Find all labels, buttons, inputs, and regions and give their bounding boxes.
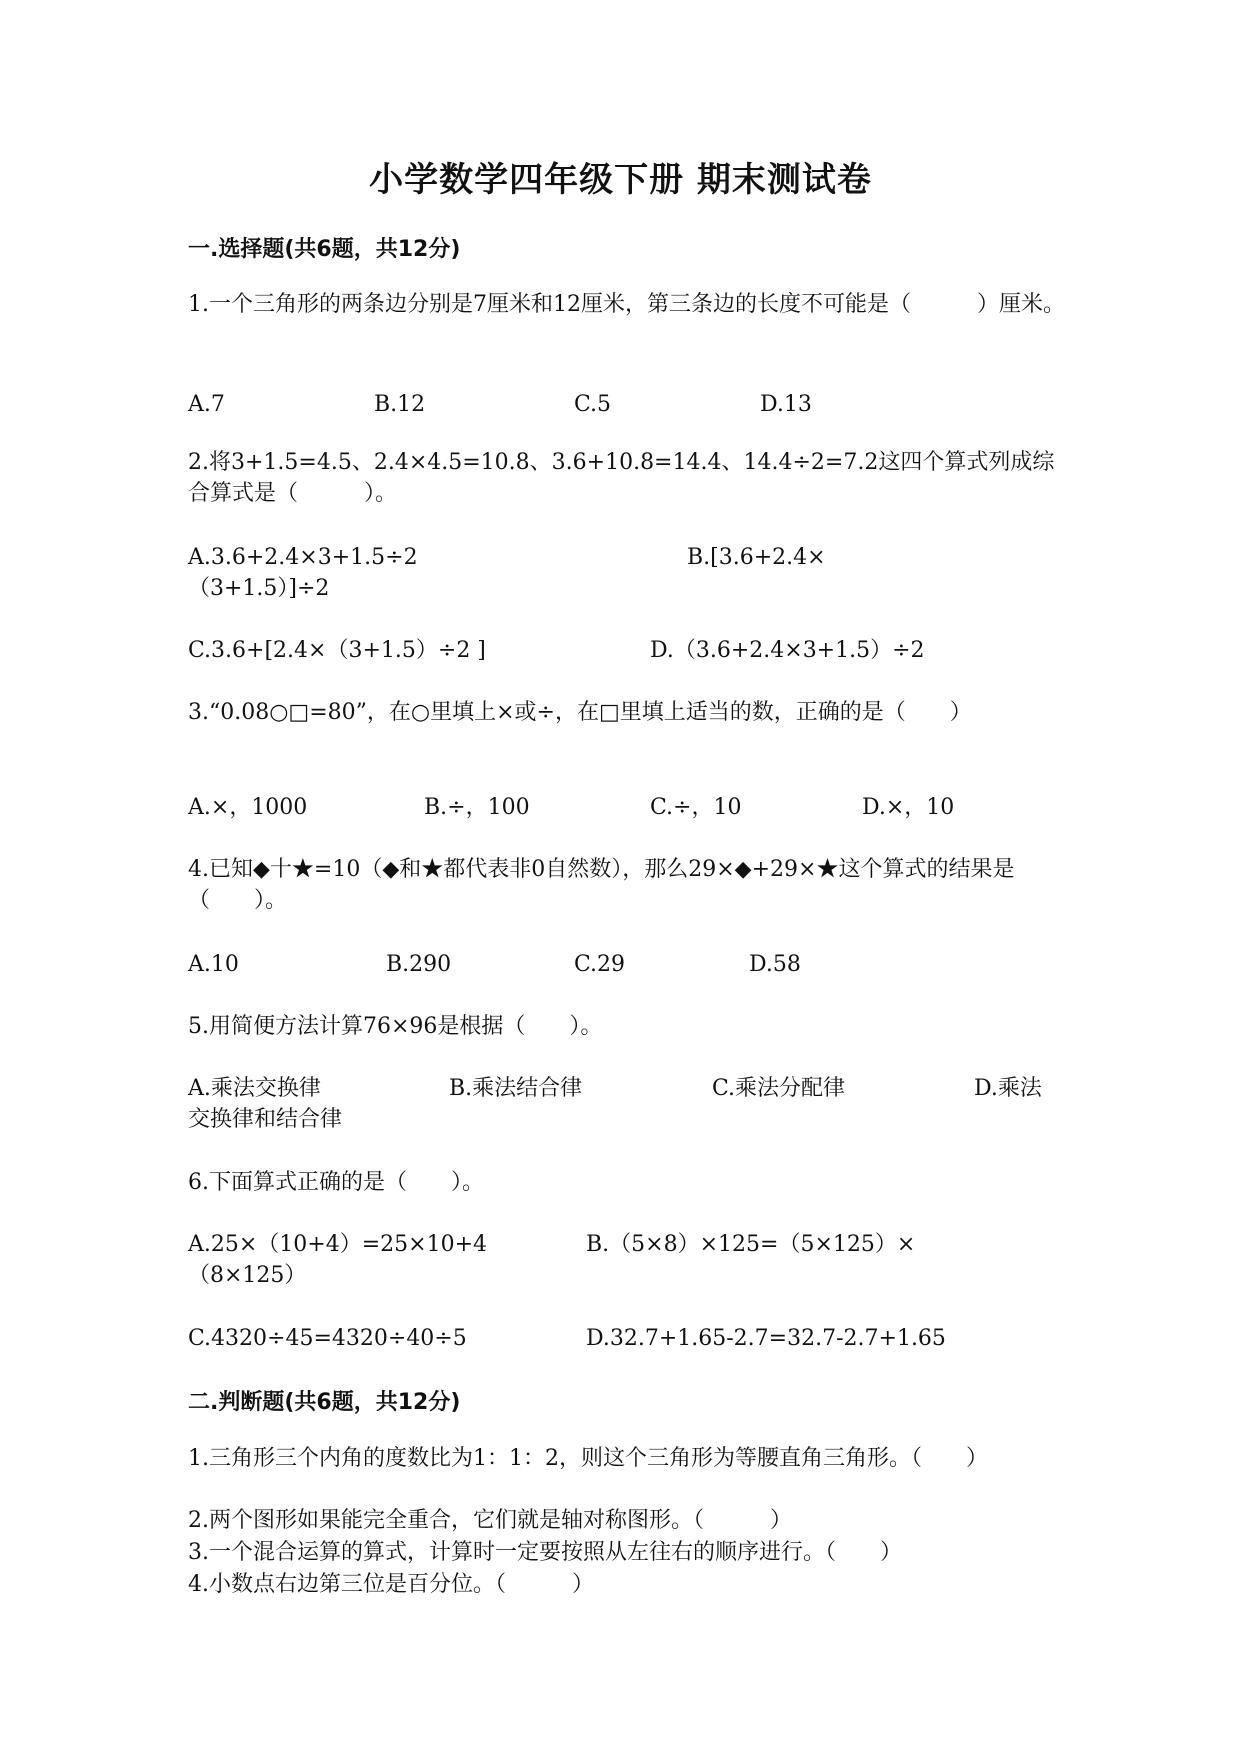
question-5-option-c: C.乘法分配律 <box>712 1076 846 1101</box>
judgement-item-1: 1.三角形三个内角的度数比为1：1：2，则这个三角形为等腰直角三角形。（ ） <box>188 1446 988 1471</box>
question-3-option-d: D.×，10 <box>862 795 955 820</box>
question-1-stem: 1.一个三角形的两条边分别是7厘米和12厘米，第三条边的长度不可能是（ ）厘米。 <box>188 292 1065 317</box>
question-2-stem: 2.将3+1.5=4.5、2.4×4.5=10.8、3.6+10.8=14.4、14.4÷2=7.2这四个算式列成综合算式是（ ）。 <box>188 450 1055 506</box>
question-4-option-c: C.29 <box>574 952 626 977</box>
question-2-option-c: C.3.6+[2.4×（3+1.5）÷2 ] <box>188 638 486 663</box>
question-2-option-a: A.3.6+2.4×3+1.5÷2 <box>188 545 418 570</box>
judgement-item-4: 4.小数点右边第三位是百分位。（ ） <box>188 1572 594 1597</box>
judgement-item-3: 3.一个混合运算的算式，计算时一定要按照从左往右的顺序进行。（ ） <box>188 1540 902 1565</box>
question-6-option-a: A.25×（10+4）=25×10+4 <box>188 1232 488 1257</box>
question-5-option-a: A.乘法交换律 <box>188 1076 321 1101</box>
question-6-option-c: C.4320÷45=4320÷40÷5 <box>188 1326 467 1351</box>
question-1-option-c: C.5 <box>574 392 612 417</box>
judgement-item-2: 2.两个图形如果能完全重合，它们就是轴对称图形。（ ） <box>188 1508 792 1533</box>
question-3-option-c: C.÷，10 <box>650 795 742 820</box>
page-title: 小学数学四年级下册 期末测试卷 <box>369 160 872 200</box>
question-4-option-a: A.10 <box>188 952 239 977</box>
question-1-option-b: B.12 <box>374 392 426 417</box>
question-4-option-b: B.290 <box>386 952 452 977</box>
question-6-option-b: B.（5×8）×125=（5×125）×（8×125） <box>188 1232 916 1288</box>
section-heading-judgement: 二.判断题(共6题，共12分) <box>188 1390 461 1415</box>
question-4-option-d: D.58 <box>749 952 801 977</box>
question-5-stem: 5.用简便方法计算76×96是根据（ ）。 <box>188 1014 603 1039</box>
question-2-option-b: B.[3.6+2.4×（3+1.5）]÷2 <box>188 545 826 601</box>
question-3-option-a: A.×，1000 <box>188 795 308 820</box>
question-6-stem: 6.下面算式正确的是（ ）。 <box>188 1170 484 1195</box>
question-5-option-b: B.乘法结合律 <box>449 1076 583 1101</box>
question-3-stem: 3.“0.08○□=80”，在○里填上×或÷，在□里填上适当的数，正确的是（ ） <box>188 700 972 725</box>
question-1-option-d: D.13 <box>760 392 812 417</box>
question-5-option-d: D.乘法交换律和结合律 <box>188 1076 1042 1132</box>
question-2-option-d: D.（3.6+2.4×3+1.5）÷2 <box>650 638 925 663</box>
section-heading-choice: 一.选择题(共6题，共12分) <box>188 237 461 262</box>
question-3-option-b: B.÷，100 <box>424 795 530 820</box>
question-4-stem: 4.已知◆十★=10（◆和★都代表非0自然数），那么29×◆+29×★这个算式的结果是（ ）。 <box>188 857 1015 913</box>
question-1-option-a: A.7 <box>188 392 225 417</box>
question-6-option-d: D.32.7+1.65-2.7=32.7-2.7+1.65 <box>586 1326 946 1351</box>
